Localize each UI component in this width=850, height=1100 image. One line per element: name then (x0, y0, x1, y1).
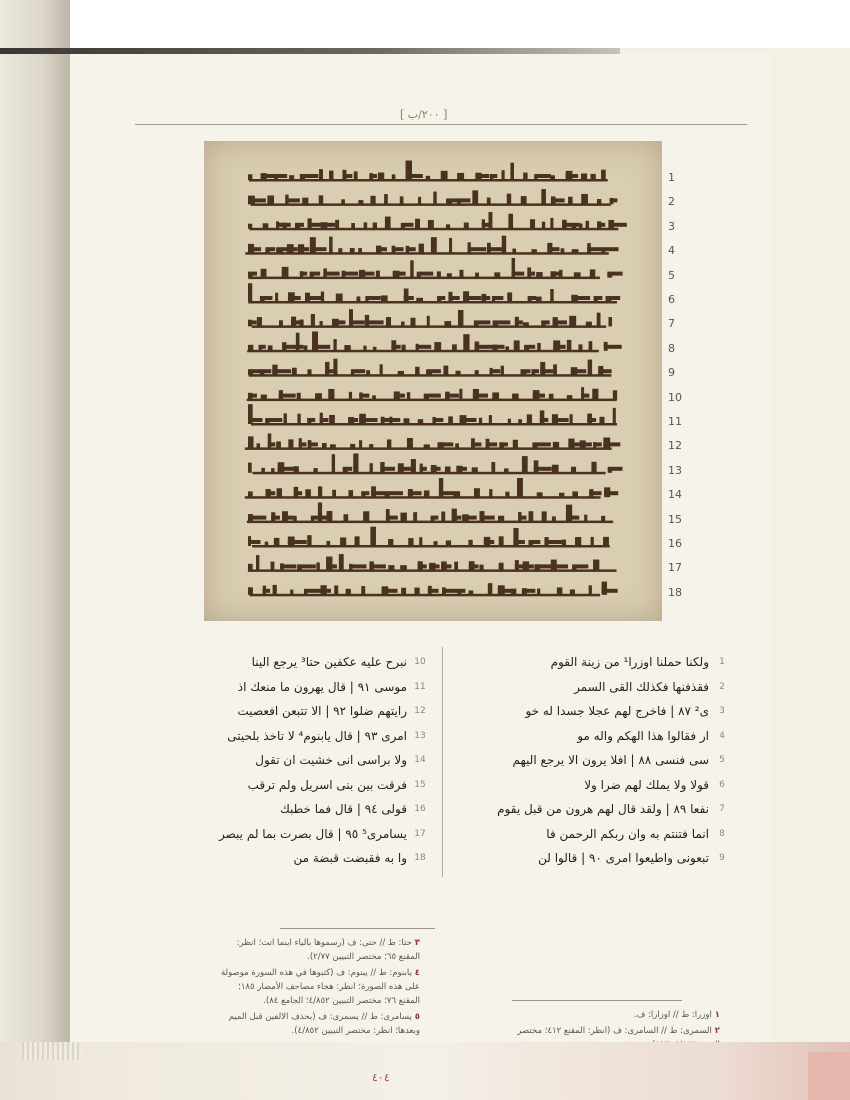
verse-line (497, 797, 735, 822)
top-background (0, 0, 850, 48)
verse-line (515, 822, 735, 847)
verse-text: فرقت بين بنى اسريل ولم ترقب (247, 777, 407, 792)
verse-line (205, 822, 433, 847)
verse-line-number: 6 (719, 779, 725, 790)
verse-text: ولكنا حملنا اوزرا¹ من زينة القوم (550, 655, 709, 670)
verse-line-number: 10 (414, 657, 426, 668)
footnote-2: ٢ السمرى: ط // السامرى: ف (انظر: المقنع ٤١٢؛ مختصر (517, 1026, 720, 1036)
manuscript-line-number: 9 (668, 366, 675, 380)
verse-line (515, 773, 735, 798)
column-divider (442, 647, 443, 877)
verse-line-number: 12 (414, 706, 426, 717)
verse-line (515, 724, 735, 749)
verse-text: يسامرى⁵ ٩٥ | قال بصرت بما لم يبصر (219, 826, 407, 841)
manuscript-line-number: 17 (668, 561, 682, 575)
manuscript-line-number: 10 (668, 390, 682, 404)
verse-line-number: 7 (719, 804, 725, 815)
verse-text: رايتهم ضلوا ٩٢ | الا تتبعن افعصيت (237, 704, 407, 719)
verse-text: تبعونى واطيعوا امرى ٩٠ | قالوا لن (538, 851, 709, 866)
verse-line (515, 650, 735, 675)
manuscript-line-number: 12 (668, 439, 682, 453)
manuscript-script-strokes (204, 141, 662, 621)
verse-line (205, 699, 433, 724)
page-corner-texture (22, 1042, 82, 1060)
manuscript-line-number: 16 (668, 537, 682, 550)
verse-text: ولا براسى انى خشيت ان تقول (255, 753, 407, 768)
footnote-5: ٥ يسامرى: ط // يسمرى: ف (بحذف الالفين قبل الميم وبعدها؛ انظر: مختصر التبيين ٤/٨٥٢). (228, 1012, 420, 1036)
verse-line-number: 9 (719, 853, 725, 864)
verse-line (515, 699, 735, 724)
verse-text: موسى ٩١ | قال يهرون ما منعك اذ (237, 679, 407, 694)
verse-line-number: 17 (414, 828, 426, 839)
verse-line-number: 13 (414, 730, 426, 741)
footnote-4: ٤ يابنوم: ط // يبنوم: ف (كتبوها في هذه السورة موصولة على هذه الصورة؛ انظر: هجاء مصاحف الأمصار ١٨٥؛ المقنع ٧٦؛ مختصر التبيين ٤/٨٥٢؛ الجامع ٨٤). (221, 968, 420, 1006)
verse-text: امرى ٩٣ | قال يابنوم⁴ لا تاخذ بلحيتى (227, 728, 407, 743)
verse-line-number: 1 (719, 657, 725, 668)
verse-line-number: 18 (414, 853, 426, 864)
right-edge-color (808, 1052, 850, 1100)
verse-line (512, 748, 735, 773)
manuscript-line-number: 18 (668, 585, 682, 599)
manuscript-line-number: 14 (668, 488, 682, 502)
manuscript-line-number: 2 (668, 195, 675, 209)
footnote-3: ٣ حتا: ط // حتى: ف (رسموها بالياء اينما اتت؛ انظر: المقنع ٦٥؛ مختصر التبيين ٢/٧٧). (236, 938, 420, 962)
verse-text: انما فتنتم به وان ربكم الرحمن فا (546, 826, 709, 841)
verse-line (205, 797, 433, 822)
verse-line-number: 5 (719, 755, 725, 766)
manuscript-line-number: 6 (668, 293, 675, 306)
verse-line-number: 11 (414, 681, 426, 692)
footnote-1: ١ اوزرا: ط // اوزارا: ف. (633, 1010, 720, 1020)
manuscript-line-number: 7 (668, 317, 675, 331)
header-rule (135, 124, 747, 125)
verse-line-number: 16 (414, 804, 426, 815)
verse-line (205, 748, 433, 773)
verse-line (515, 846, 735, 871)
verse-line (515, 675, 735, 700)
manuscript-line-number: 8 (668, 341, 675, 355)
verse-line-number: 14 (414, 755, 426, 766)
verse-line (205, 650, 433, 675)
verse-line-number: 2 (719, 681, 725, 692)
left-page-edge (0, 0, 70, 1100)
verse-line (205, 675, 433, 700)
verse-line (205, 724, 433, 749)
verse-line-number: 3 (719, 706, 725, 717)
manuscript-line-number: 3 (668, 219, 675, 233)
running-head: [ ٢٠٠/ب ] (400, 108, 448, 121)
verse-line-number: 8 (719, 828, 725, 839)
verse-text: فقذفنها فكذلك القى السمر (574, 679, 709, 694)
verse-text: نبرح عليه عكفين حتا³ يرجع الينا (251, 655, 407, 670)
verse-text: وا به فقبضت قبضة من (293, 851, 407, 866)
footnote-rule-right (512, 1000, 682, 1001)
manuscript-line-number: 15 (668, 512, 682, 526)
verses-column-right (497, 650, 735, 871)
verse-text: نفعا ٨٩ | ولقد قال لهم هرون من قبل يقوم (497, 802, 709, 817)
page-number: ٤٠٤ (372, 1071, 390, 1084)
manuscript-line-number: 11 (668, 415, 682, 428)
verse-text: سى فنسى ٨٨ | افلا يرون الا يرجع اليهم (512, 753, 709, 768)
footnote-rule-left (280, 928, 435, 929)
manuscript-line-number: 13 (668, 463, 682, 477)
verse-text: ار فقالوا هذا الهكم واله مو (577, 728, 709, 743)
bottom-background (0, 1042, 850, 1100)
manuscript-line-number: 4 (668, 244, 675, 258)
verse-line-number: 15 (414, 779, 426, 790)
verse-text: قولى ٩٤ | قال فما خطبك (279, 802, 407, 817)
manuscript-image (204, 141, 662, 621)
footnotes-left (220, 936, 420, 1038)
verse-text: ى² ٨٧ | فاخرج لهم عجلا جسدا له خو (525, 704, 709, 719)
verse-line (205, 846, 433, 871)
manuscript-line-number: 1 (668, 171, 675, 184)
manuscript-line-number: 5 (668, 268, 675, 282)
verse-line (205, 773, 433, 798)
verses-column-left (205, 650, 433, 871)
verse-text: قولا ولا يملك لهم ضرا ولا (584, 777, 709, 792)
verse-line-number: 4 (719, 730, 725, 741)
